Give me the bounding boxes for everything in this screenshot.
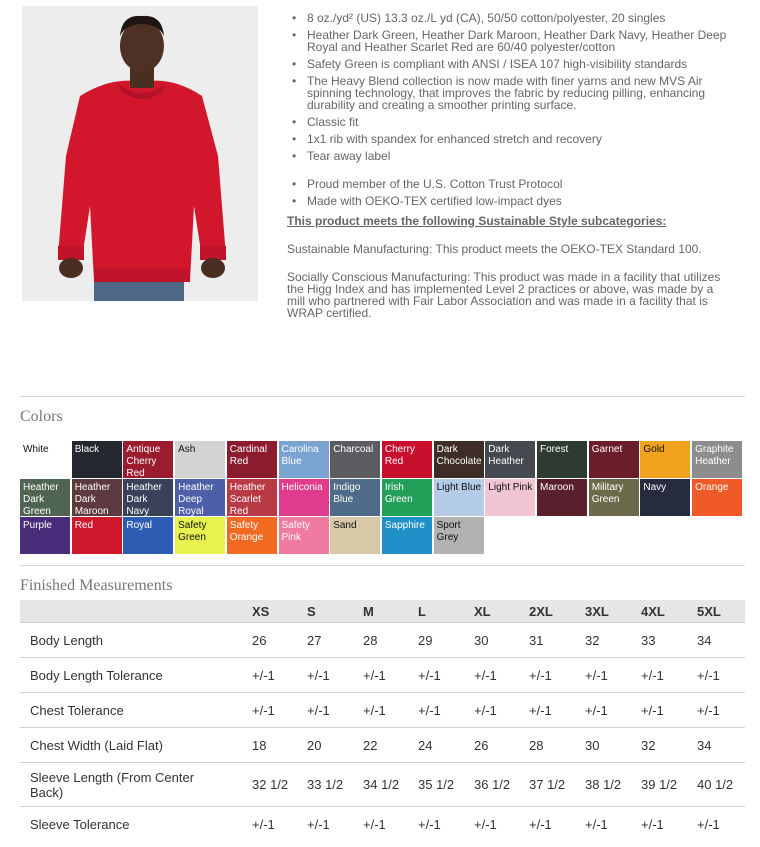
- color-swatch[interactable]: Sapphire: [382, 517, 432, 554]
- measurement-label: Sleeve Length (From Center Back): [20, 763, 252, 807]
- measurement-value: 26: [474, 728, 529, 763]
- color-swatch[interactable]: Purple: [20, 517, 70, 554]
- color-swatch[interactable]: Charcoal: [330, 441, 380, 478]
- measurement-value: 29: [418, 623, 474, 658]
- color-swatch[interactable]: Sand: [330, 517, 380, 554]
- sustainable-style-heading: This product meets the following Sustainable Style subcategories:: [287, 214, 667, 228]
- measurement-value: +/-1: [363, 658, 418, 693]
- measurement-value: 20: [307, 728, 363, 763]
- measurement-value: +/-1: [307, 658, 363, 693]
- measurement-value: 39 1/2: [641, 763, 697, 807]
- measurement-value: 18: [252, 728, 307, 763]
- measurement-row: [20, 693, 745, 728]
- measurement-label: Sleeve Tolerance: [20, 807, 252, 842]
- color-swatch[interactable]: Irish Green: [382, 479, 432, 516]
- color-swatch[interactable]: Heather Dark Navy: [123, 479, 173, 516]
- size-header: XL: [474, 600, 529, 623]
- measurement-value: +/-1: [585, 658, 641, 693]
- certification-item: • Proud member of the U.S. Cotton Trust Protocol: [287, 178, 727, 190]
- header-label-cell: [20, 600, 252, 623]
- model-wearing-red-sweatshirt: [22, 6, 258, 301]
- measurement-row: [20, 763, 745, 807]
- color-swatch[interactable]: Forest: [537, 441, 587, 478]
- colors-title: Colors: [20, 408, 63, 425]
- feature-item: • Classic fit: [287, 116, 727, 128]
- measurement-value: +/-1: [252, 693, 307, 728]
- measurements-table: [20, 600, 745, 842]
- measurement-value: +/-1: [252, 658, 307, 693]
- measurement-value: +/-1: [474, 807, 529, 842]
- measurement-value: 34: [697, 623, 745, 658]
- measurement-value: +/-1: [641, 658, 697, 693]
- measurement-value: +/-1: [418, 693, 474, 728]
- color-swatch[interactable]: Heather Dark Green: [20, 479, 70, 516]
- color-swatch[interactable]: Safety Orange: [227, 517, 277, 554]
- color-swatch[interactable]: White: [20, 441, 70, 478]
- size-header: 3XL: [585, 600, 641, 623]
- color-swatch[interactable]: Light Blue: [434, 479, 484, 516]
- color-swatch[interactable]: Indigo Blue: [330, 479, 380, 516]
- certification-list: [287, 178, 727, 207]
- socially-conscious-text: Socially Conscious Manufacturing: This product was made in a facility that utilizes the Higg Index and has implemented Level 2 practices or above, was made by a mill who partnered with Fair Labor Association and was made in a facility that is WRAP certified.: [287, 270, 721, 320]
- color-swatch[interactable]: Military Green: [589, 479, 639, 516]
- measurement-value: 32: [641, 728, 697, 763]
- product-image: [22, 6, 258, 301]
- measurement-value: 26: [252, 623, 307, 658]
- feature-item: • 8 oz./yd² (US) 13.3 oz./L yd (CA), 50/50 cotton/polyester, 20 singles: [287, 12, 727, 24]
- color-swatch[interactable]: Safety Green: [175, 517, 225, 554]
- color-swatch[interactable]: Red: [72, 517, 122, 554]
- color-swatch[interactable]: Black: [72, 441, 122, 478]
- color-swatch[interactable]: Garnet: [589, 441, 639, 478]
- measurement-value: +/-1: [363, 693, 418, 728]
- size-header: XS: [252, 600, 307, 623]
- color-swatch[interactable]: Navy: [640, 479, 690, 516]
- measurement-label: Chest Tolerance: [20, 693, 252, 728]
- measurement-value: 28: [529, 728, 585, 763]
- measurement-row: [20, 658, 745, 693]
- measurement-value: 35 1/2: [418, 763, 474, 807]
- measurement-value: 38 1/2: [585, 763, 641, 807]
- measurement-value: +/-1: [529, 693, 585, 728]
- color-swatch[interactable]: Cardinal Red: [227, 441, 277, 478]
- measurement-value: +/-1: [474, 693, 529, 728]
- measurement-value: +/-1: [529, 658, 585, 693]
- size-header: M: [363, 600, 418, 623]
- measurement-row: [20, 623, 745, 658]
- measurement-value: +/-1: [697, 658, 745, 693]
- measurement-value: 33: [641, 623, 697, 658]
- size-header: 5XL: [697, 600, 745, 623]
- measurement-value: +/-1: [363, 807, 418, 842]
- color-swatch[interactable]: Orange: [692, 479, 742, 516]
- measurement-value: 34: [697, 728, 745, 763]
- color-swatch[interactable]: Sport Grey: [434, 517, 484, 554]
- color-swatch[interactable]: Safety Pink: [279, 517, 329, 554]
- feature-item: • Heather Dark Green, Heather Dark Maroon, Heather Dark Navy, Heather Deep Royal and Heather Scarlet Red are 60/40 polyester/cotton: [287, 29, 727, 53]
- measurement-value: +/-1: [585, 693, 641, 728]
- measurement-value: +/-1: [252, 807, 307, 842]
- measurement-value: 32: [585, 623, 641, 658]
- measurement-value: +/-1: [697, 807, 745, 842]
- color-swatch[interactable]: Heather Deep Royal: [175, 479, 225, 516]
- measurement-value: 22: [363, 728, 418, 763]
- measurement-row: [20, 807, 745, 842]
- measurement-value: 33 1/2: [307, 763, 363, 807]
- measurement-value: +/-1: [641, 807, 697, 842]
- measurement-value: +/-1: [307, 807, 363, 842]
- color-swatch[interactable]: Antique Cherry Red: [123, 441, 173, 478]
- measurement-value: 32 1/2: [252, 763, 307, 807]
- measurements-header-row: [20, 600, 745, 623]
- sustainable-manufacturing-text: Sustainable Manufacturing: This product meets the OEKO-TEX Standard 100.: [287, 242, 702, 256]
- feature-item: • The Heavy Blend collection is now made with finer yarns and new MVS Air spinning technology, that improves the fabric by reducing pilling, enhancing durability and creating a smoother printing surface.: [287, 75, 727, 111]
- size-header: 4XL: [641, 600, 697, 623]
- feature-item: • Safety Green is compliant with ANSI / ISEA 107 high-visibility standards: [287, 58, 727, 70]
- color-swatch[interactable]: Maroon: [537, 479, 587, 516]
- color-swatch[interactable]: Royal: [123, 517, 173, 554]
- measurement-value: 31: [529, 623, 585, 658]
- measurement-value: 37 1/2: [529, 763, 585, 807]
- measurement-value: +/-1: [418, 658, 474, 693]
- measurement-value: +/-1: [418, 807, 474, 842]
- measurement-value: +/-1: [585, 807, 641, 842]
- measurement-value: +/-1: [307, 693, 363, 728]
- measurement-value: 27: [307, 623, 363, 658]
- measurement-value: 30: [585, 728, 641, 763]
- measurement-row: [20, 728, 745, 763]
- feature-item: • Tear away label: [287, 150, 727, 162]
- measurement-value: 24: [418, 728, 474, 763]
- feature-item: • 1x1 rib with spandex for enhanced stretch and recovery: [287, 133, 727, 145]
- measurement-value: 34 1/2: [363, 763, 418, 807]
- feature-list: [287, 12, 727, 162]
- size-header: S: [307, 600, 363, 623]
- certification-item: • Made with OEKO-TEX certified low-impact dyes: [287, 195, 727, 207]
- measurement-label: Body Length Tolerance: [20, 658, 252, 693]
- color-swatch[interactable]: Heather Dark Maroon: [72, 479, 122, 516]
- measurement-label: Chest Width (Laid Flat): [20, 728, 252, 763]
- measurements-title: Finished Measurements: [20, 577, 173, 594]
- measurement-value: +/-1: [474, 658, 529, 693]
- measurement-value: 28: [363, 623, 418, 658]
- color-swatch[interactable]: Light Pink: [485, 479, 535, 516]
- measurement-value: +/-1: [641, 693, 697, 728]
- measurement-value: +/-1: [529, 807, 585, 842]
- size-header: L: [418, 600, 474, 623]
- measurement-value: 30: [474, 623, 529, 658]
- measurement-value: 36 1/2: [474, 763, 529, 807]
- color-swatch[interactable]: Dark Heather: [485, 441, 535, 478]
- size-header: 2XL: [529, 600, 585, 623]
- measurement-value: +/-1: [697, 693, 745, 728]
- color-swatch[interactable]: Heliconia: [279, 479, 329, 516]
- color-swatch[interactable]: Carolina Blue: [279, 441, 329, 478]
- color-swatch[interactable]: Graphite Heather: [692, 441, 742, 478]
- divider: [20, 396, 745, 397]
- color-swatch[interactable]: Heather Scarlet Red: [227, 479, 277, 516]
- color-swatch[interactable]: Cherry Red: [382, 441, 432, 478]
- color-swatch[interactable]: Ash: [175, 441, 225, 478]
- color-swatch[interactable]: Gold: [640, 441, 690, 478]
- measurement-value: 40 1/2: [697, 763, 745, 807]
- measurement-label: Body Length: [20, 623, 252, 658]
- color-swatch[interactable]: Dark Chocolate: [434, 441, 484, 478]
- divider: [20, 565, 745, 566]
- product-features: [287, 12, 727, 319]
